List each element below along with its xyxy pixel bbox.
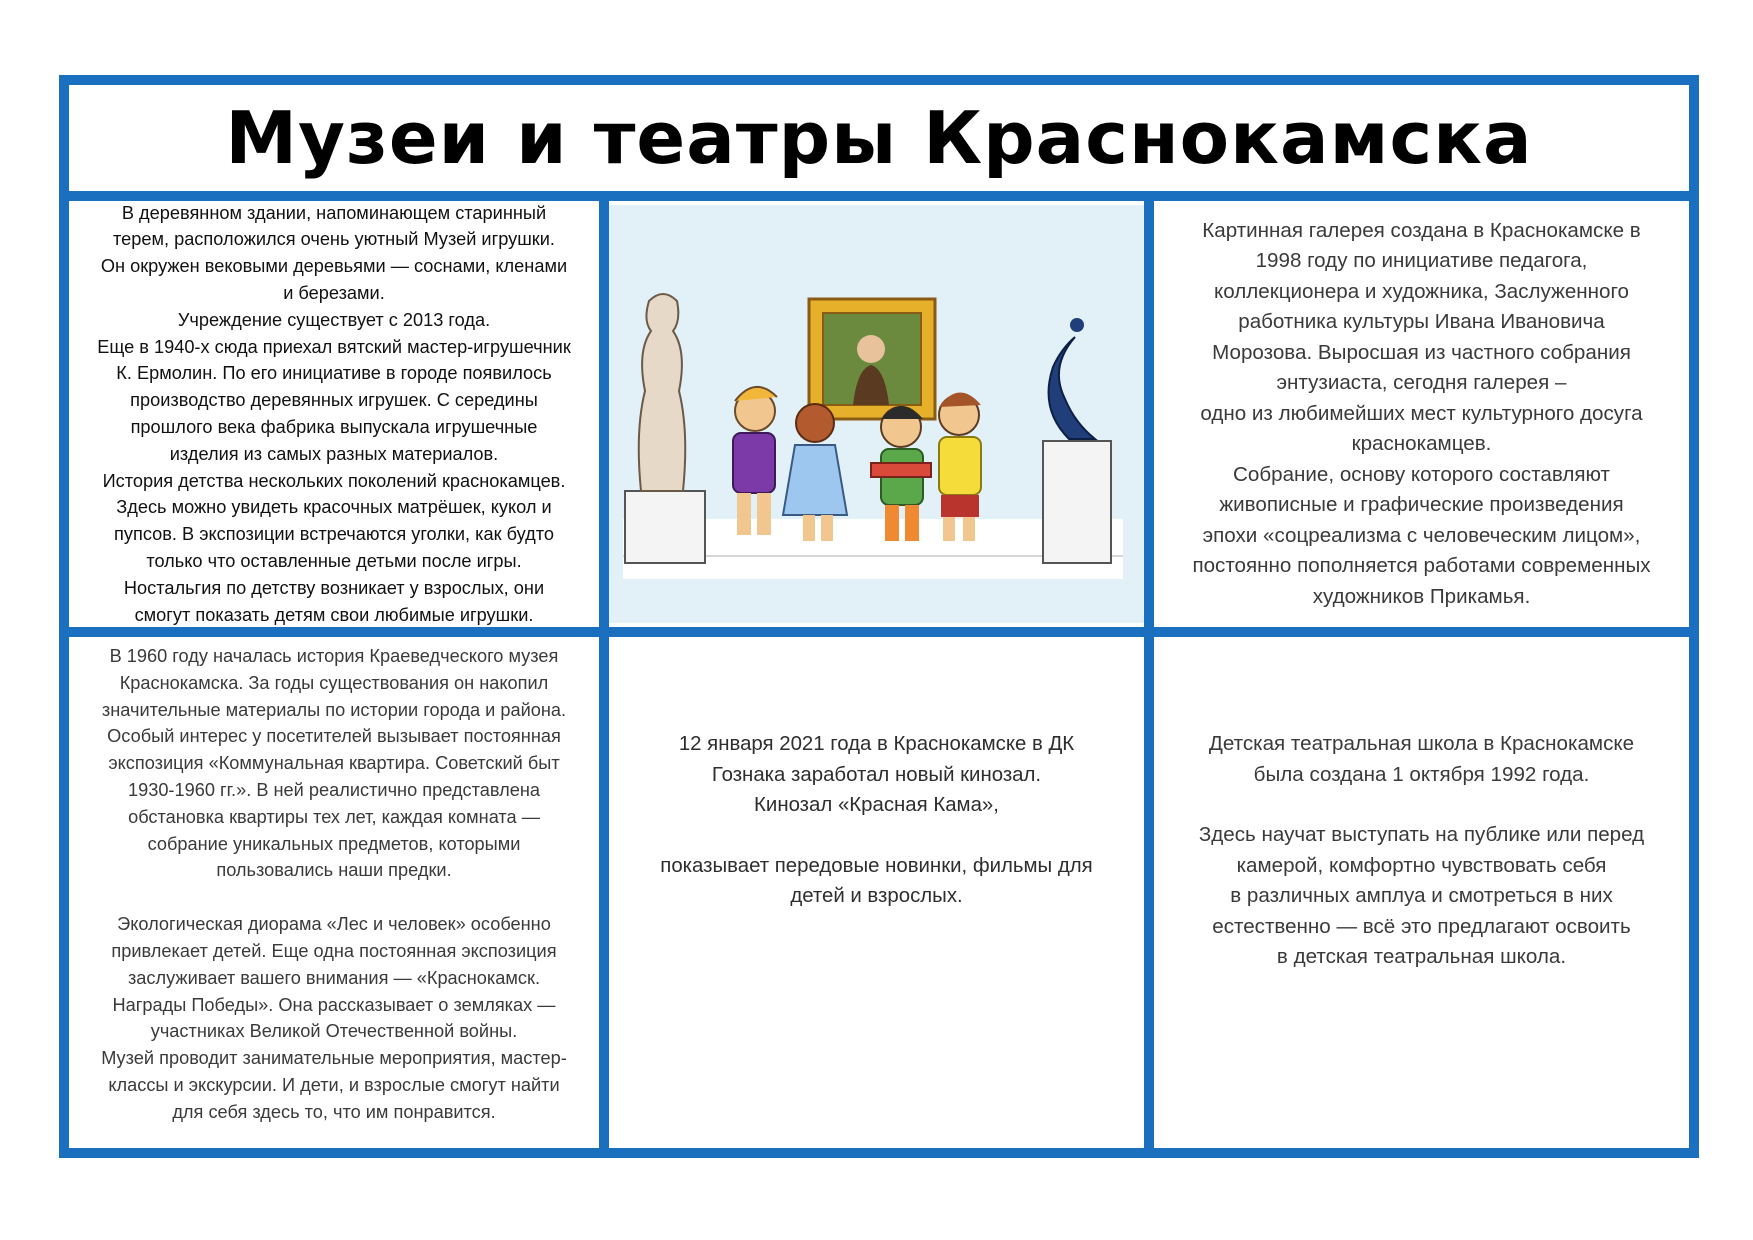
local-history-line: пользовались наши предки.: [216, 860, 452, 881]
local-history-line: В 1960 году началась история Краеведческого музея: [109, 646, 559, 666]
gallery-line: художников Прикамья.: [1312, 584, 1531, 608]
toy-museum-line: и березами.: [283, 283, 385, 304]
local-history-line: для себя здесь то, что им понравится.: [172, 1101, 496, 1122]
theatre-school-line: Здесь научат выступать на публике или перед: [1198, 823, 1645, 846]
local-history-line: привлекает детей. Еще одна постоянная экспозиция: [111, 940, 557, 961]
local-history-line: экспозиция «Коммунальная квартира. Советский быт: [108, 753, 560, 774]
local-history-line: Краснокамска. За годы существования он накопил: [119, 672, 549, 693]
gallery-line: Картинная галерея создана в Краснокамске в: [1202, 218, 1641, 242]
gallery-line: одно из любимейших мест культурного досуга: [1200, 401, 1643, 425]
theatre-school-line: Детская театральная школа в Краснокамске: [1208, 732, 1635, 755]
local-history-line: участниках Великой Отечественной войны.: [150, 1021, 518, 1042]
local-history-line: классы и экскурсии. И дети, и взрослые смогут найти: [108, 1074, 560, 1095]
theatre-school-line: естественно — всё это предлагают освоить: [1212, 914, 1631, 938]
cinema-line: показывает передовые новинки, фильмы для: [660, 854, 1093, 877]
illustration-cell: [609, 201, 1144, 627]
local-history-line: 1930-1960 гг.». В ней реалистично представлена: [127, 779, 541, 800]
local-history-line: Особый интерес у посетителей вызывает постоянная: [107, 726, 561, 747]
toy-museum-line: Здесь можно увидеть красочных матрёшек, кукол и: [116, 497, 552, 518]
local-history-line: Музей проводит занимательные мероприятия, мастер-: [101, 1048, 567, 1069]
page-title: Музеи и театры Краснокамска: [225, 96, 1533, 180]
toy-museum-line: История детства нескольких поколений краснокамцев.: [102, 470, 566, 491]
toy-museum-line: терем, расположился очень уютный Музей игрушки.: [113, 229, 555, 250]
toy-museum-line: В деревянном здании, напоминающем старинный: [121, 202, 547, 223]
cinema-line: Гознака заработал новый кинозал.: [711, 763, 1042, 786]
toy-museum-line: пупсов. В экспозиции встречаются уголки, как будто: [114, 524, 554, 545]
gallery-line: работника культуры Ивана Ивановича: [1238, 310, 1605, 334]
local-history-line: значительные материалы по истории города и района.: [101, 699, 567, 720]
theatre-school-cell: [1154, 637, 1689, 1148]
local-history-cell: [69, 637, 599, 1148]
toy-museum-line: изделия из самых разных материалов.: [169, 443, 499, 464]
gallery-line: коллекционера и художника, Заслуженного: [1213, 279, 1629, 303]
title-cell: [69, 85, 1689, 191]
toy-museum-line: только что оставленные детьми после игры.: [146, 550, 522, 571]
gallery-line: эпохи «соцреализма с человеческим лицом»,: [1202, 523, 1641, 547]
toy-museum-line: Он окружен вековыми деревьями — соснами, кленами: [100, 256, 568, 277]
local-history-line: заслуживает вашего внимания — «Краснокамск.: [127, 967, 541, 988]
local-history-line: собрание уникальных предметов, которыми: [147, 833, 521, 854]
museum-visit-illustration-icon: [609, 201, 1144, 627]
toy-museum-line: Еще в 1940-х сюда приехал вятский мастер-игрушечник: [97, 336, 571, 357]
local-history-line: Награды Победы». Она рассказывает о земляках —: [112, 994, 556, 1015]
cinema-line: 12 января 2021 года в Краснокамске в ДК: [678, 733, 1075, 755]
local-history-line: обстановка квартиры тех лет, каждая комната —: [128, 806, 540, 827]
gallery-line: живописные и графические произведения: [1219, 493, 1624, 517]
gallery-line: 1998 году по инициативе педагога,: [1255, 249, 1588, 273]
gallery-line: энтузиаста, сегодня галерея –: [1276, 371, 1567, 395]
toy-museum-line: Учреждение существует с 2013 года.: [177, 309, 491, 330]
gallery-line: Собрание, основу которого составляют: [1233, 462, 1610, 486]
toy-museum-line: Ностальгия по детству возникает у взрослых, они: [123, 577, 545, 598]
toy-museum-line: производство деревянных игрушек. С середины: [130, 390, 538, 411]
cinema-cell: [609, 637, 1144, 1148]
toy-museum-line: прошлого века фабрика выпускала игрушечные: [130, 417, 538, 437]
toy-museum-cell: [69, 201, 599, 627]
theatre-school-line: была создана 1 октября 1992 года.: [1253, 762, 1590, 786]
cinema-line: Кинозал «Красная Кама»,: [754, 794, 999, 816]
theatre-school-line: в детская театральная школа.: [1276, 945, 1567, 968]
gallery-line: постоянно пополняется работами современных: [1192, 554, 1651, 578]
local-history-line: Экологическая диорама «Лес и человек» особенно: [117, 914, 551, 935]
gallery-line: краснокамцев.: [1351, 432, 1492, 456]
gallery-line: Морозова. Выросшая из частного собрания: [1212, 340, 1631, 364]
poster-frame: [59, 75, 1699, 1158]
cinema-line: детей и взрослых.: [790, 885, 963, 907]
gallery-cell: [1154, 201, 1689, 627]
toy-museum-line: К. Ермолин. По его инициативе в городе появилось: [116, 363, 552, 384]
theatre-school-line: камерой, комфортно чувствовать себя: [1236, 853, 1607, 877]
theatre-school-line: в различных амплуа и смотреться в них: [1230, 884, 1613, 907]
toy-museum-line: смогут показать детям свои любимые игрушки.: [134, 604, 534, 625]
